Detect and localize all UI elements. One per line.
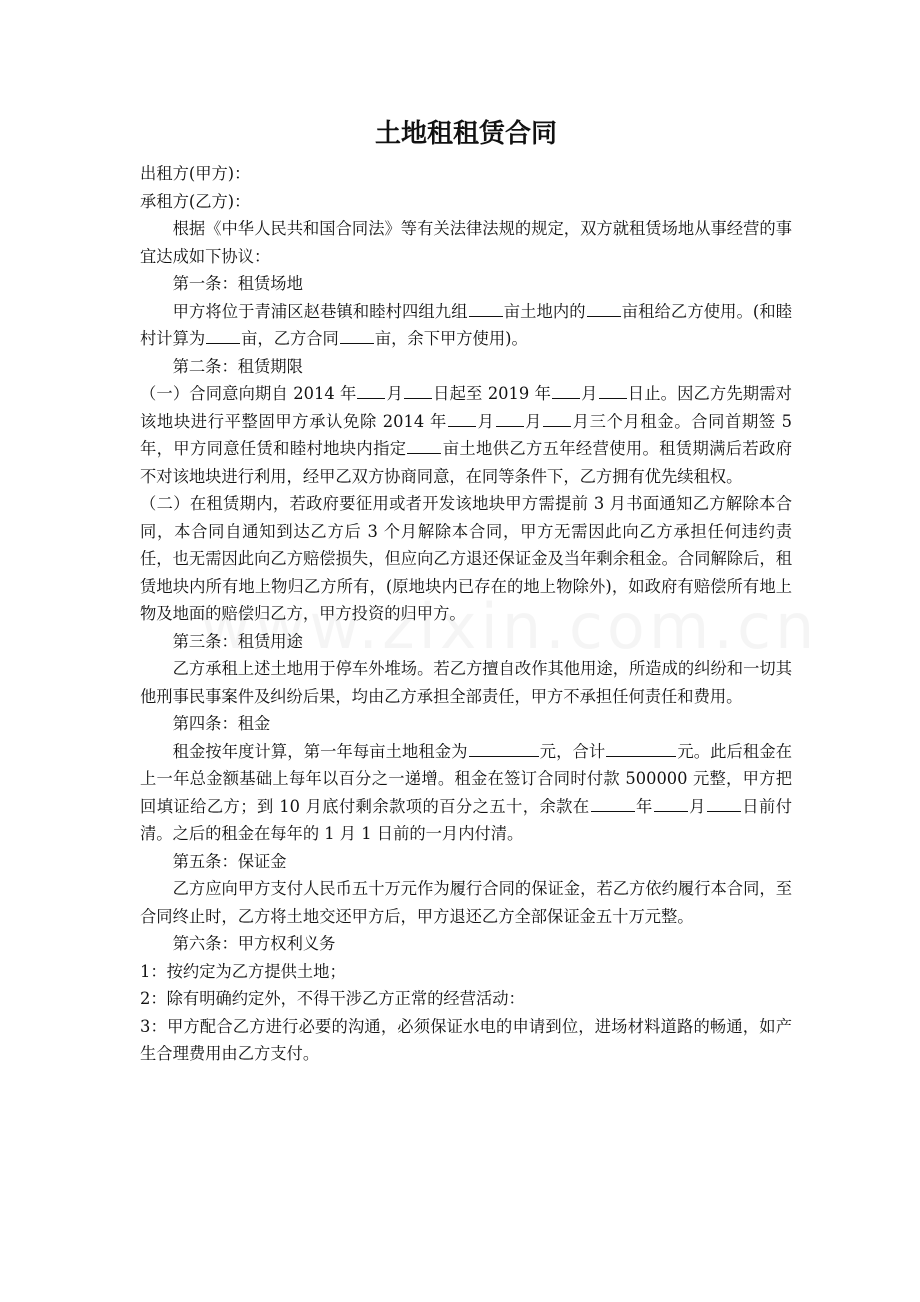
article-5-paragraph: 乙方应向甲方支付人民币五十万元作为履行合同的保证金，若乙方依约履行本合同，至合同终止时，乙方将土地交还甲方后，甲方退还乙方全部保证金五十万元整。 xyxy=(140,879,792,926)
article-2-heading: 第二条：租赁期限 xyxy=(172,356,303,376)
article-2-paragraph-2: （二）在租赁期内，若政府要征用或者开发该地块甲方需提前 3 月书面通知乙方解除本合同，本合同自通知到达乙方后 3 个月解除本合同，甲方无需因此向乙方承担任何违约责任，也无需因此向乙方赔偿损失，但应向乙方退还保证金及当年剩余租金。合同解除后，租赁地块内所有地上物归乙方所有，(原地块内已存在的地上物除外)，如政府有赔偿所有地上物及地面的赔偿归乙方，甲方投资的归甲方。 xyxy=(140,494,792,623)
blank-field xyxy=(469,741,539,757)
article-5-heading: 第五条：保证金 xyxy=(172,851,287,871)
blank-field xyxy=(496,411,524,427)
article-4-paragraph: 租金按年度计算，第一年每亩土地租金为 元，合计 元。此后租金在上一年总金额基础上每年以百分之一递增。租金在签订合同时付款 500000 元整，甲方把回填证给乙方；到 10 月底付剩余款项的百分之五十，余款在 年 月 日前付清。之后的租金在每年的 1 月 1 日前的一月内付清。 xyxy=(140,741,792,843)
blank-field xyxy=(654,796,688,812)
article-3-heading: 第三条：租赁用途 xyxy=(172,631,303,651)
blank-field xyxy=(543,411,571,427)
list-item: 1：按约定为乙方提供土地； xyxy=(140,961,346,981)
blank-field xyxy=(407,438,441,454)
blank-field xyxy=(591,796,635,812)
blank-field xyxy=(357,383,385,399)
list-item: 2：除有明确约定外，不得干涉乙方正常的经营活动： xyxy=(140,989,525,1008)
blank-field xyxy=(707,796,741,812)
article-3-paragraph: 乙方承租上述土地用于停车外堆场。若乙方擅自改作其他用途，所造成的纠纷和一切其他刑事民事案件及纠纷后果，均由乙方承担全部责任，甲方不承担任何责任和费用。 xyxy=(140,659,792,706)
blank-field xyxy=(469,301,503,317)
lessee-line: 承租方(乙方)： xyxy=(140,191,251,211)
document-title: 土地租租赁合同 xyxy=(374,119,557,149)
article-1-heading: 第一条：租赁场地 xyxy=(172,274,303,293)
blank-field xyxy=(404,383,432,399)
blank-field xyxy=(599,383,627,399)
blank-field xyxy=(552,383,580,399)
blank-field xyxy=(587,301,621,317)
blank-field xyxy=(340,328,374,344)
blank-field xyxy=(448,411,476,427)
blank-field xyxy=(206,328,240,344)
contract-document xyxy=(140,110,792,1068)
article-2-paragraph-1: （一）合同意向期自 2014 年 月 日起至 2019 年 月 日止。因乙方先期需对该地块进行平整固甲方承认免除 2014 年 月 月 月三个月租金。合同首期签 5 年，甲方同意任赁和睦村地块内指定 亩土地供乙方五年经营使用。租赁期满后若政府不对该地块进行利用，经甲乙双方协商同意，在同等条件下，乙方拥有优先续租权。 xyxy=(140,384,792,486)
article-1-paragraph: 甲方将位于青浦区赵巷镇和睦村四组九组 亩土地内的 亩租给乙方使用。(和睦村计算为 亩，乙方合同 亩，余下甲方使用)。 xyxy=(140,301,792,348)
article-6-heading: 第六条：甲方权利义务 xyxy=(172,934,336,953)
article-4-heading: 第四条：租金 xyxy=(172,714,271,733)
blank-field xyxy=(606,741,676,757)
list-item: 3：甲方配合乙方进行必要的沟通，必须保证水电的申请到位，进场材料道路的畅通，如产生合理费用由乙方支付。 xyxy=(140,1016,792,1063)
lessor-line: 出租方(甲方)： xyxy=(140,164,251,183)
intro-paragraph: 根据《中华人民共和国合同法》等有关法律法规的规定，双方就租赁场地从事经营的事宜达成如下协议： xyxy=(140,219,792,266)
